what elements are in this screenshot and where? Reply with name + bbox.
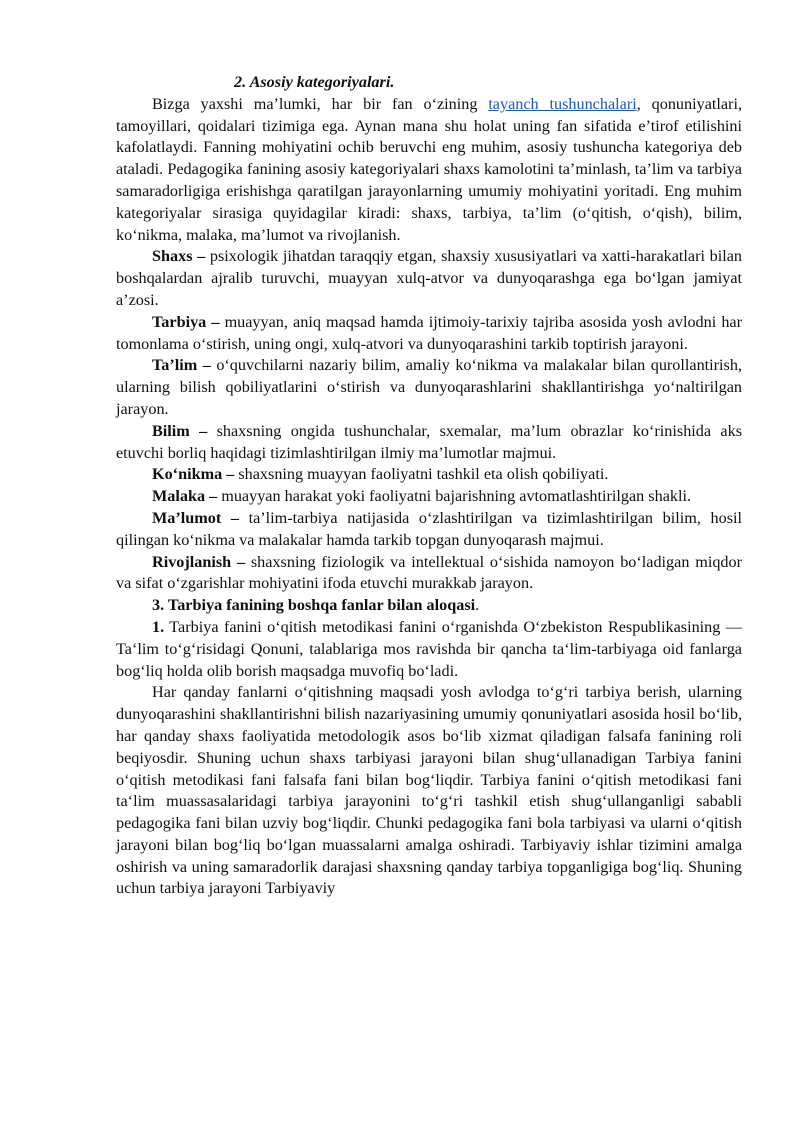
definition-text: shaxsning fiziologik va intellektual o‘sishida namoyon bo‘ladigan miqdor va sifat o‘zgarishlar mohiyatini ifoda etuvchi murakkab jarayon. [116,552,742,593]
definition-term: Ko‘nikma – [152,465,239,484]
tayanch-tushunchalari-link[interactable]: tayanch tushunchalari [488,94,637,113]
definition-term: Malaka – [152,487,222,506]
intro-text-rest: , qonuniyatlari, tamoyillari, qoidalari tizimiga ega. Aynan mana shu holat uning fan sifatida e’tirof etilishini kafolatlaydi. Fanning mohiyatini ochib beruvchi eng muhim, asosiy tushuncha kategoriya deb ataladi. Pedagogika fanining asosiy kategoriyalari shaxs kamolotini ta’minlash, ta’lim va tarbiya samaradorligiga erishishga qaratilgan jarayonlarning umumiy mohiyatini yoritadi. Eng muhim kategoriyalar sirasiga quyidagilar kiradi: shaxs, tarbiya, ta’lim (o‘qitish, o‘qish), bilim, ko‘nikma, malaka, ma’lumot va rivojlanish. [116,94,742,244]
definition-bilim [116,421,742,465]
definition-text: psixologik jihatdan taraqqiy etgan, shaxsiy xususiyatlari va xatti-harakatlari bilan boshqalardan ajralib turuvchi, muayyan xulq-atvor va dunyoqarashga ega bo‘lgan jamiyat a’zosi. [116,247,742,309]
definition-talim [116,355,742,420]
definition-konikma [116,464,742,486]
section-2-heading: 2. Asosiy kategoriyalari. [234,73,395,91]
section-3-heading-period: . [475,596,480,615]
section-3-heading [116,595,742,617]
intro-text-start: Bizga yaxshi ma’lumki, har bir fan o‘zining [152,94,489,113]
paragraph-number: 1. [152,617,165,636]
definition-term: Shaxs – [152,247,210,266]
document-page [116,72,742,900]
intro-paragraph [116,94,742,247]
definition-text: shaxsning muayyan faoliyatni tashkil eta olish qobiliyati. [238,465,609,484]
definition-text: ta’lim-tarbiya natijasida o‘zlashtirilgan va tizimlashtirilgan bilim, hosil qilingan ko‘nikma va malakalar hamda tarkib topgan dunyoqarash majmui. [116,508,742,549]
definition-text: muayyan harakat yoki faoliyatni bajarishning avtomatlashtirilgan shakli. [221,487,692,506]
definition-malumot [116,508,742,552]
definition-term: Ta’lim – [152,356,217,375]
definition-text: shaxsning ongida tushunchalar, sxemalar, ma’lum obrazlar ko‘rinishida aks etuvchi borliq haqidagi tizimlashtirilgan ilmiy ma’lumotlar majmui. [116,421,742,462]
definition-tarbiya [116,312,742,356]
section-3-paragraph-1 [116,617,742,682]
definition-shaxs [116,246,742,311]
section-3-heading-text: 3. Tarbiya fanining boshqa fanlar bilan aloqasi [152,596,476,615]
definition-malaka [116,486,742,508]
definition-term: Ma’lumot – [152,508,249,527]
definition-term: Rivojlanish – [152,552,251,571]
definition-rivojlanish [116,552,742,596]
definition-text: o‘quvchilarni nazariy bilim, amaliy ko‘nikma va malakalar bilan qurollantirish, ularning bilish qobiliyatlarini o‘stirish va dunyoqarashlarini shakllantirishga yo‘naltirilgan jarayon. [116,356,742,418]
definition-text: muayyan, aniq maqsad hamda ijtimoiy-tarixiy tajriba asosida yosh avlodni har tomonlama o‘stirish, uning ongi, xulq-atvori va dunyoqarashini tarkib toptirish jarayoni. [116,312,742,353]
section-3-paragraph-2: Har qanday fanlarni o‘qitishning maqsadi yosh avlodga to‘g‘ri tarbiya berish, ularning dunyoqarashini shakllantirishni bilish nazariyasining umumiy qonuniyatlari asosida hosil bo‘lib, har qanday shaxs faoliyatida metodologik asos bo‘lib xizmat qiladigan falsafa fanining roli beqiyosdir. Shuning uchun shaxs tarbiyasi jarayoni bilan shug‘ullanadigan Tarbiya fanini o‘qitish metodikasi fani falsafa fani bilan bog‘liqdir. Tarbiya fanini o‘qitish metodikasi fani ta‘lim muassasalaridagi tarbiya jarayonini to‘g‘ri tashkil etish shug‘ullanganligi sababli pedagogika fani bilan uzviy bog‘liqdir. Chunki pedagogika fani bola tarbiyasi va ularni o‘qitish jarayoni bilan bog‘liq bo‘lgan muassalarni amalga oshiradi. Tarbiyaviy ishlar tizimini amalga oshirish va uning samaradorlik darajasi shaxsning qanday tarbiya topganligiga bog‘liq. Shuning uchun tarbiya jarayoni Tarbiyaviy [116,683,742,898]
paragraph-text: Tarbiya fanini o‘qitish metodikasi fanini o‘rganishda O‘zbekiston Respublikasining —Ta‘lim to‘g‘risidagi Qonuni, talablariga mos ravishda bir qancha ta‘lim-tarbiyaga oid fanlarga bog‘liq holda olib borish maqsadga muvofiq bo‘ladi. [116,617,742,680]
definition-term: Tarbiya – [152,312,225,331]
definition-term: Bilim – [152,421,217,440]
